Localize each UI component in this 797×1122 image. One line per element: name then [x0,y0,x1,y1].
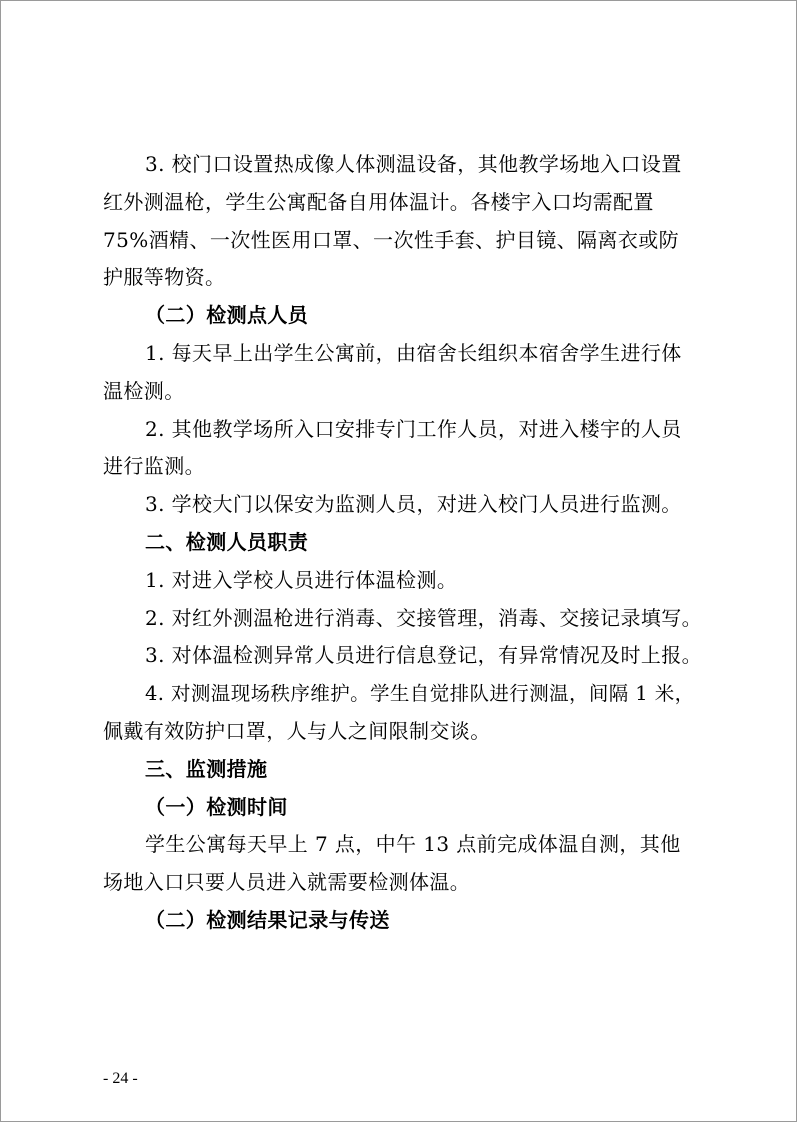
paragraph-line: 佩戴有效防护口罩，人与人之间限制交谈。 [103,718,491,743]
paragraph-line: 1. 每天早上出学生公寓前，由宿舍长组织本宿舍学生进行体 [145,340,682,365]
section-subheading: （二）检测点人员 [145,303,309,328]
paragraph-line: 3. 对体温检测异常人员进行信息登记，有异常情况及时上报。 [145,643,703,668]
section-subheading: （二）检测结果记录与传送 [145,907,390,932]
paragraph-line: 2. 其他教学场所入口安排专门工作人员，对进入楼宇的人员 [145,416,682,441]
paragraph-line: 2. 对红外测温枪进行消毒、交接管理，消毒、交接记录填写。 [145,605,703,630]
paragraph-line: 红外测温枪，学生公寓配备自用体温计。各楼宇入口均需配置 [103,189,654,214]
section-heading: 三、监测措施 [145,756,268,781]
section-subheading: （一）检测时间 [145,794,288,819]
paragraph-line: 1. 对进入学校人员进行体温检测。 [145,567,458,592]
page-number: - 24 - [103,1070,138,1087]
paragraph-line: 4. 对测温现场秩序维护。学生自觉排队进行测温，间隔 1 米， [145,682,695,706]
section-heading: 二、检测人员职责 [145,529,309,554]
paragraph-line: 3. 学校大门以保安为监测人员，对进入校门人员进行监测。 [145,492,682,517]
paragraph-line: 学生公寓每天早上 7 点，中午 13 点前完成体温自测，其他 [145,832,681,857]
paragraph-line: 场地入口只要人员进入就需要检测体温。 [103,870,471,895]
paragraph-line: 进行监测。 [103,454,205,479]
document-body [103,146,703,940]
paragraph-line: 75%酒精、一次性医用口罩、一次性手套、护目镜、隔离衣或防 [103,227,680,252]
paragraph-line: 3. 校门口设置热成像人体测温设备，其他教学场地入口设置 [145,152,682,176]
paragraph-line: 温检测。 [103,378,185,403]
paragraph-line: 护服等物资。 [103,265,226,290]
